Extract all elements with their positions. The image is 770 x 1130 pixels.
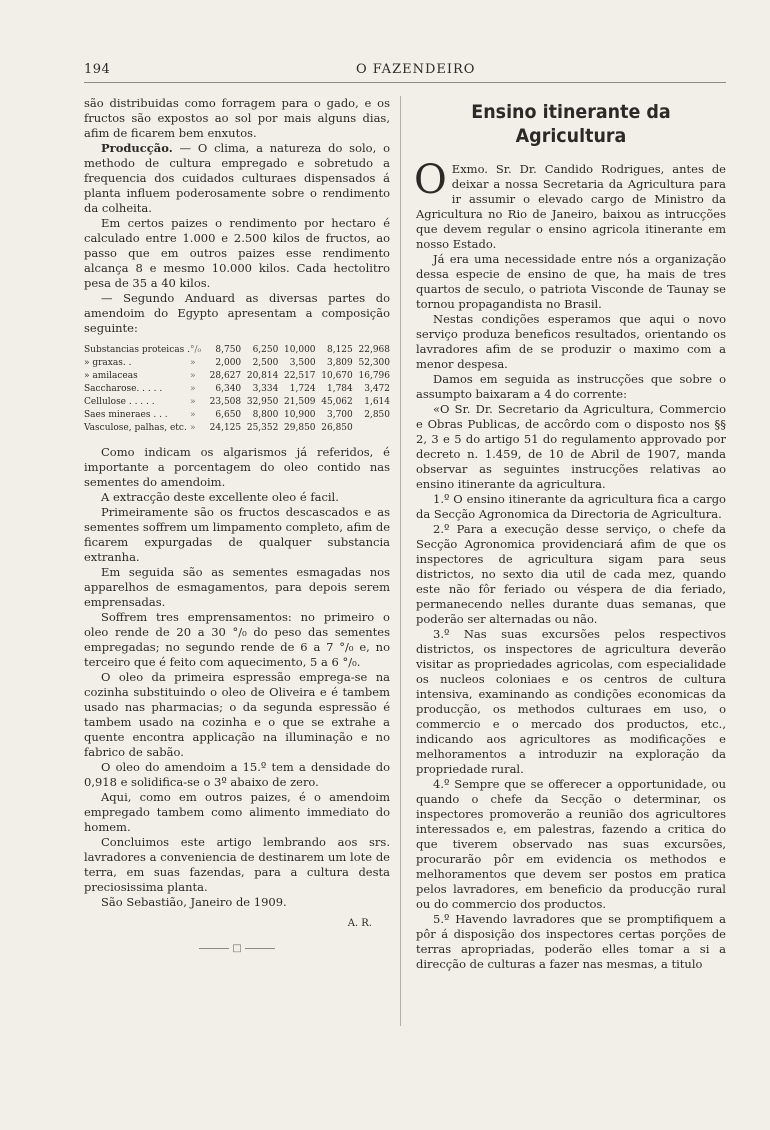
composition-row — [84, 383, 390, 396]
right-paragraph: «O Sr. Dr. Secretario da Agricultura, Commercio e Obras Publicas, de accôrdo com o disposto nos §§ 2, 3 e 5 do artigo 51 do regulamento approvado por decreto n. 1.459, de 10 de Abril de 1907, manda observar as seguintes instrucções relativas ao ensino itinerante da agricultura. — [416, 402, 726, 491]
substance-name: Substancias proteicas . — [84, 345, 190, 355]
ornament-square: □ — [232, 943, 242, 954]
composition-value: 29,850 — [284, 423, 316, 433]
right-column — [416, 96, 726, 972]
composition-value: 45,062 — [321, 397, 353, 407]
right-paragraph: Já era uma necessidade entre nós a organização dessa especie de ensino de que, ha mais de tres quartos de seculo, o patriota Visconde de Taunay se tornou propagandista no Brasil. — [416, 252, 726, 311]
composition-value: 3,334 — [252, 384, 279, 394]
substance-name: Saes mineraes . . . — [84, 410, 168, 420]
composition-value: 3,472 — [364, 384, 390, 394]
left-paragraph: Primeiramente são os fructos descascados e as sementes soffrem um limpamento completo, afim de ficarem expurgadas de qualquer substancia extranha. — [84, 505, 390, 564]
composition-value: 2,850 — [364, 410, 390, 420]
unit-mark: » — [189, 371, 196, 381]
right-paragraphs — [416, 252, 726, 972]
composition-value: 20,814 — [246, 371, 279, 381]
right-paragraph: Damos em seguida as instrucções que sobre o assumpto baixaram a 4 do corrente: — [416, 372, 726, 401]
left-paragraph: São Sebastião, Janeiro de 1909. — [101, 895, 287, 909]
page-number: 194 — [84, 62, 111, 77]
composition-value: 3,500 — [289, 358, 316, 368]
right-paragraph: 3.º Nas suas excursões pelos respectivos districtos, os inspectores de agricultura deverão visitar as propriedades agricolas, com especialidade os nucleos coloniaes e os centros de cultura intensiva, examinando as condições economicas da producção, os methodos culturaes em uso, o commercio e o mercado dos productos, etc., indicando aos agricultores as modificações e melhoramentos a introduzir na exploração da propriedade rural. — [416, 627, 726, 776]
composition-row — [84, 344, 390, 357]
composition-row — [84, 370, 390, 383]
article-title: Ensino itinerante da Agricultura — [471, 101, 671, 147]
lead-paragraph-text: Exmo. Sr. Dr. Candido Rodrigues, antes de deixar a nossa Secretaria da Agricultura para ir assumir o elevado cargo de Ministro da Agricultura no Rio de Janeiro, baixou as intrucções que devem regular o ensino agricola itinerante em nosso Estado. — [416, 162, 726, 251]
production-heading: Producção. — [101, 141, 173, 155]
composition-value: 8,750 — [215, 345, 242, 355]
composition-value: 10,670 — [321, 371, 353, 381]
left-paragraph: Soffrem tres emprensamentos: no primeiro o oleo rende de 20 a 30 °/₀ do peso das sementes empregadas; no segundo rende de 6 a 7 °/₀ e, no terceiro que é feito com aquecimento, 5 a 6 °/₀. — [84, 610, 390, 669]
substance-name: Vasculose, palhas, etc. — [84, 423, 187, 433]
composition-value: 3,809 — [326, 358, 353, 368]
left-paragraph: Concluimos este artigo lembrando aos srs. lavradores a conveniencia de destinarem um lote de terra, em suas fazendas, para a cultura desta preciosissima planta. — [84, 835, 390, 894]
production-text: — O clima, a natureza do solo, o methodo de cultura empregado e sobretudo a frequencia dos cuidados culturaes dispensados á planta influem poderosamente sobre o rendimento da colheita. — [84, 141, 390, 215]
right-paragraph: 5.º Havendo lavradores que se promptifiquem a pôr á disposição dos inspectores certas porções de terras apropriadas, poderão elles tomar a si a direcção de culturas a fazer nas mesmas, a titulo — [416, 912, 726, 971]
drop-cap: O — [414, 157, 447, 203]
composition-value: 8,125 — [326, 345, 353, 355]
composition-value: 10,000 — [284, 345, 316, 355]
composition-value: 2,500 — [252, 358, 279, 368]
ornament-line-right — [245, 948, 275, 949]
unit-mark: » — [189, 384, 196, 394]
composition-value: 26,850 — [321, 423, 353, 433]
left-column — [84, 96, 390, 956]
composition-value: 28,627 — [209, 371, 242, 381]
ornament — [84, 941, 390, 956]
composition-value: 22,517 — [284, 371, 316, 381]
right-paragraph: 1.º O ensino itinerante da agricultura fica a cargo da Secção Agronomica da Directoria de Agricultura. — [416, 492, 726, 521]
substance-name: » graxas. . — [84, 358, 132, 368]
ornament-line-left — [199, 948, 229, 949]
unit-mark: » — [189, 423, 196, 433]
composition-value: 1,614 — [364, 397, 390, 407]
unit-mark: » — [189, 358, 196, 368]
column-divider — [400, 96, 401, 1026]
composition-value: 2,000 — [215, 358, 242, 368]
substance-name: Cellulose . . . . . — [84, 397, 155, 407]
signature: A. R. — [347, 918, 372, 929]
composition-value — [353, 422, 390, 435]
header-rule — [84, 82, 726, 83]
unit-mark: » — [189, 397, 196, 407]
substance-name: Saccharose. . . . . — [84, 384, 163, 394]
unit-mark: °/₀ — [189, 345, 202, 355]
lead-paragraph — [414, 157, 726, 252]
composition-row — [84, 357, 390, 370]
composition-value: 24,125 — [209, 423, 242, 433]
composition-value: 6,650 — [215, 410, 242, 420]
journal-title: O FAZENDEIRO — [356, 62, 476, 77]
left-paragraphs — [84, 445, 390, 910]
left-paragraph: Como indicam os algarismos já referidos, é importante a porcentagem do oleo contido nas sementes do amendoim. — [84, 445, 390, 489]
left-paragraph: Aqui, como em outros paizes, é o amendoim empregado tambem como alimento immediato do homem. — [84, 790, 390, 834]
yield-paragraph: Em certos paizes o rendimento por hectaro é calculado entre 1.000 e 2.500 kilos de fructos, ao passo que em outros paizes esse rendimento alcança 8 e mesmo 10.000 kilos. Cada hectolitro pesa de 35 a 40 kilos. — [84, 216, 390, 290]
left-paragraph: A extracção deste excellente oleo é facil. — [101, 490, 339, 504]
right-paragraph: 2.º Para a execução desse serviço, o chefe da Secção Agronomica providenciará afim de que os inspectores de agricultura sigam para seus districtos, no sexto dia util de cada mez, quando este não fôr feriado ou véspera de dia feriado, permanecendo nelles durante duas semanas, que poderão ser alternadas ou não. — [416, 522, 726, 626]
composition-value: 6,250 — [252, 345, 279, 355]
composition-value: 32,950 — [246, 397, 279, 407]
composition-row — [84, 396, 390, 409]
composition-value: 1,724 — [289, 384, 316, 394]
composition-value: 10,900 — [284, 410, 316, 420]
right-paragraph: 4.º Sempre que se offerecer a opportunidade, ou quando o chefe da Secção o determinar, os inspectores promoverão a reunião dos agricultores interessados e, em palestras, fazendo a critica do que tiverem observado nas suas excursões, procurarão pôr em evidencia os methodos e melhoramentos que devem ser postos em pratica pelos lavradores, em beneficio da producção rural ou do commercio dos productos. — [416, 777, 726, 911]
composition-value: 8,800 — [252, 410, 279, 420]
composition-row — [84, 409, 390, 422]
composition-value: 6,340 — [215, 384, 242, 394]
left-paragraph: Em seguida são as sementes esmagadas nos apparelhos de esmagamentos, para depois serem emprensadas. — [84, 565, 390, 609]
composition-row — [84, 422, 390, 435]
production-paragraph — [84, 141, 390, 216]
composition-value: 52,300 — [358, 358, 390, 368]
composition-value: 16,796 — [358, 371, 390, 381]
right-paragraph: Nestas condições esperamos que aqui o novo serviço produza beneficos resultados, orientando os lavradores afim de se produzir o maximo com a menor despesa. — [416, 312, 726, 371]
intro-paragraph: são distribuidas como forragem para o gado, e os fructos são expostos ao sol por mais alguns dias, afim de ficarem bem enxutos. — [84, 96, 390, 140]
left-paragraph: O oleo da primeira espressão emprega-se na cozinha substituindo o oleo de Oliveira e é tambem usado nas pharmacias; o da segunda espressão é tambem usado na cozinha e o que se extrahe a quente encontra applicação na illuminação e no fabrico de sabão. — [84, 670, 390, 759]
composition-value: 1,784 — [326, 384, 353, 394]
composition-value: 23,508 — [209, 397, 242, 407]
composition-value: 25,352 — [246, 423, 279, 433]
unit-mark: » — [189, 410, 196, 420]
composition-table — [84, 344, 390, 435]
composition-value: 3,700 — [326, 410, 353, 420]
composition-value: 21,509 — [284, 397, 316, 407]
composition-intro: — Segundo Anduard as diversas partes do amendoim do Egypto apresentam a composição seguinte: — [84, 291, 390, 335]
left-paragraph: O oleo do amendoim a 15.º tem a densidade do 0,918 e solidifica-se o 3º abaixo de zero. — [84, 760, 390, 789]
composition-value: 22,968 — [358, 345, 390, 355]
substance-name: » amilaceas — [84, 371, 138, 381]
